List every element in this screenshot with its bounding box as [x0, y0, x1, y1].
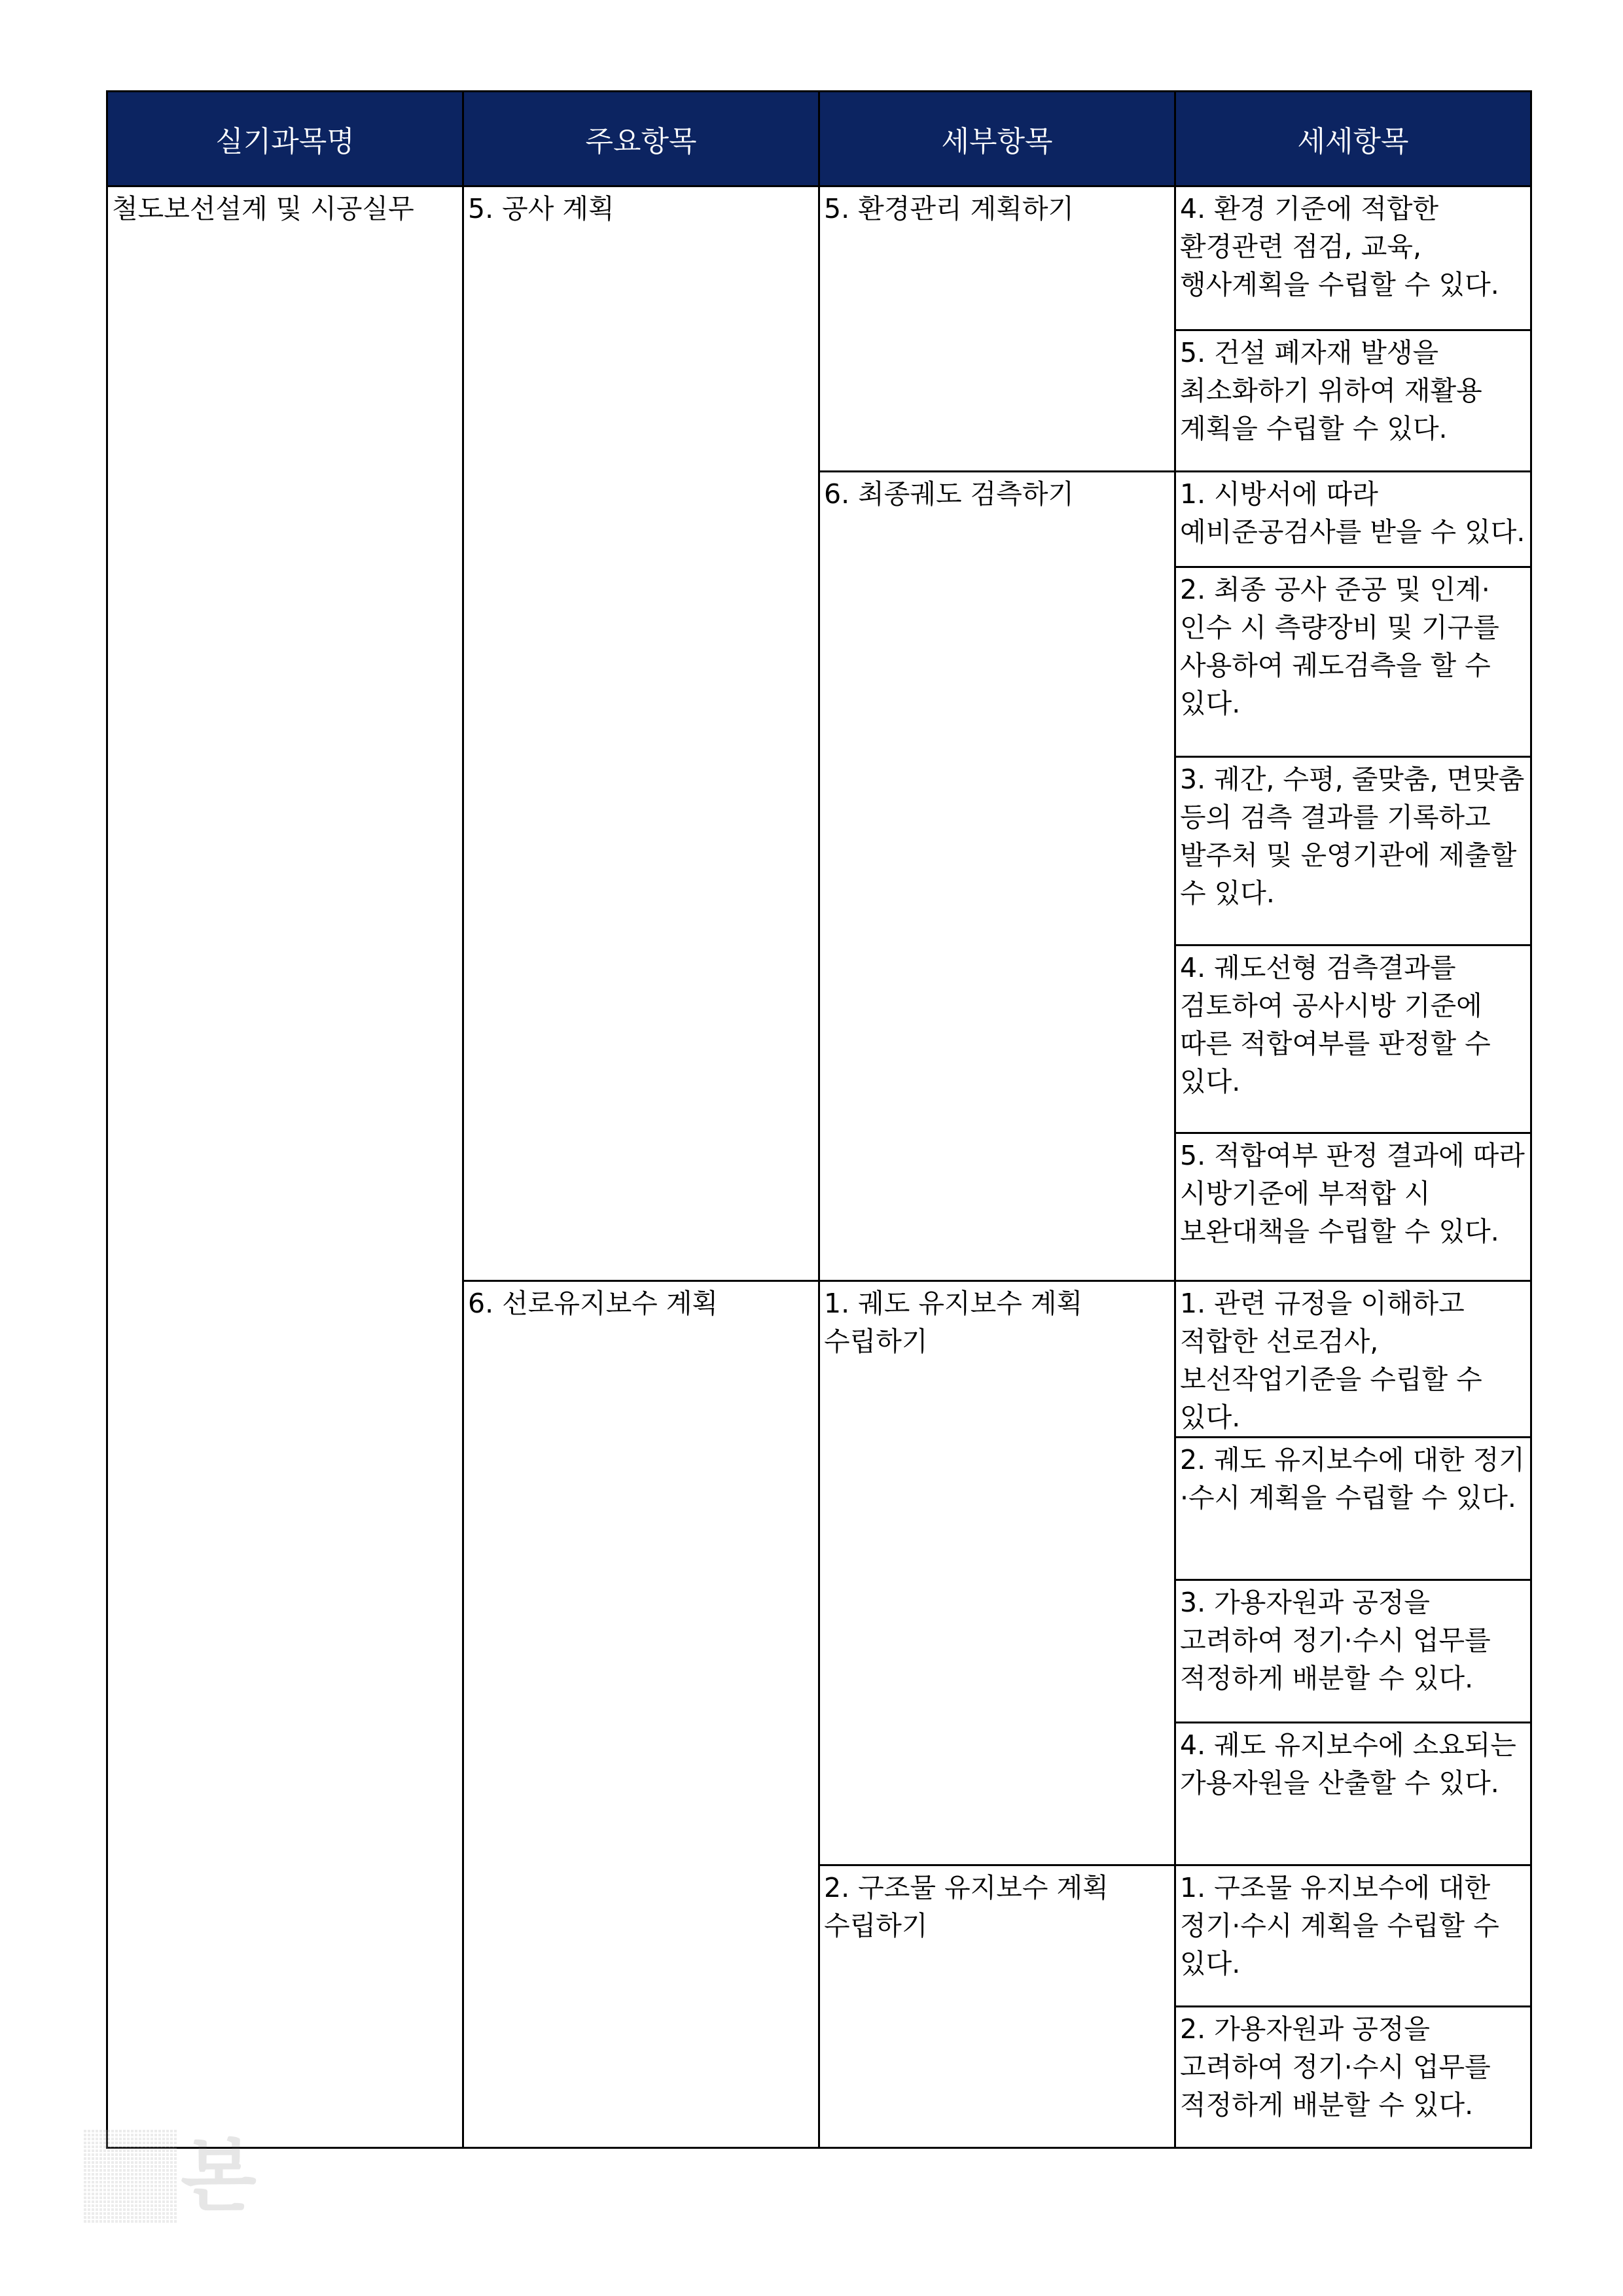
sub-detail-item-cell: 1. 시방서에 따라 예비준공검사를 받을 수 있다.: [1175, 472, 1531, 567]
detail-item-cell: 1. 궤도 유지보수 계획 수립하기: [819, 1281, 1175, 1865]
sub-detail-item-cell: 5. 적합여부 판정 결과에 따라 시방기준에 부적합 시 보완대책을 수립할 수 있다.: [1175, 1133, 1531, 1281]
header-detail-item: 세부항목: [819, 92, 1175, 186]
sub-detail-item-cell: 2. 궤도 유지보수에 대한 정기·수시 계획을 수립할 수 있다.: [1175, 1438, 1531, 1580]
header-row: [107, 92, 1531, 186]
watermark-pattern: [82, 2130, 177, 2224]
sub-detail-item-cell: 1. 구조물 유지보수에 대한 정기·수시 계획을 수립할 수 있다.: [1175, 1865, 1531, 2007]
subject-cell: 철도보선설계 및 시공실무: [107, 186, 463, 2148]
header-main-item: 주요항목: [463, 92, 819, 186]
sub-detail-item-cell: 1. 관련 규정을 이해하고 적합한 선로검사, 보선작업기준을 수립할 수 있다.: [1175, 1281, 1531, 1438]
sub-detail-item-cell: 4. 환경 기준에 적합한 환경관련 점검, 교육, 행사계획을 수립할 수 있다.: [1175, 186, 1531, 330]
sub-detail-item-cell: 2. 최종 공사 준공 및 인계·인수 시 측량장비 및 기구를 사용하여 궤도검측을 할 수 있다.: [1175, 567, 1531, 757]
main-item-cell: 5. 공사 계획: [463, 186, 819, 1281]
watermark-glyph: 본: [181, 2131, 257, 2222]
detail-item-cell: 6. 최종궤도 검측하기: [819, 472, 1175, 1281]
header-subject: 실기과목명: [107, 92, 463, 186]
detail-item-cell: 5. 환경관리 계획하기: [819, 186, 1175, 472]
sub-detail-item-cell: 3. 궤간, 수평, 줄맞춤, 면맞춤 등의 검측 결과를 기록하고 발주처 및 운영기관에 제출할 수 있다.: [1175, 757, 1531, 945]
watermark-logo: [82, 2130, 268, 2224]
header-sub-detail-item: 세세항목: [1175, 92, 1531, 186]
sub-detail-item-cell: 4. 궤도 유지보수에 소요되는 가용자원을 산출할 수 있다.: [1175, 1723, 1531, 1865]
sub-detail-item-cell: 3. 가용자원과 공정을 고려하여 정기·수시 업무를 적정하게 배분할 수 있다.: [1175, 1580, 1531, 1723]
table-row: [107, 186, 1531, 330]
detail-item-cell: 2. 구조물 유지보수 계획 수립하기: [819, 1865, 1175, 2148]
sub-detail-item-cell: 4. 궤도선형 검측결과를 검토하여 공사시방 기준에 따른 적합여부를 판정할 수 있다.: [1175, 945, 1531, 1133]
main-item-cell: 6. 선로유지보수 계획: [463, 1281, 819, 2148]
standards-table: [106, 90, 1532, 2149]
sub-detail-item-cell: 2. 가용자원과 공정을 고려하여 정기·수시 업무를 적정하게 배분할 수 있다.: [1175, 2007, 1531, 2148]
sub-detail-item-cell: 5. 건설 폐자재 발생을 최소화하기 위하여 재활용 계획을 수립할 수 있다.: [1175, 330, 1531, 472]
